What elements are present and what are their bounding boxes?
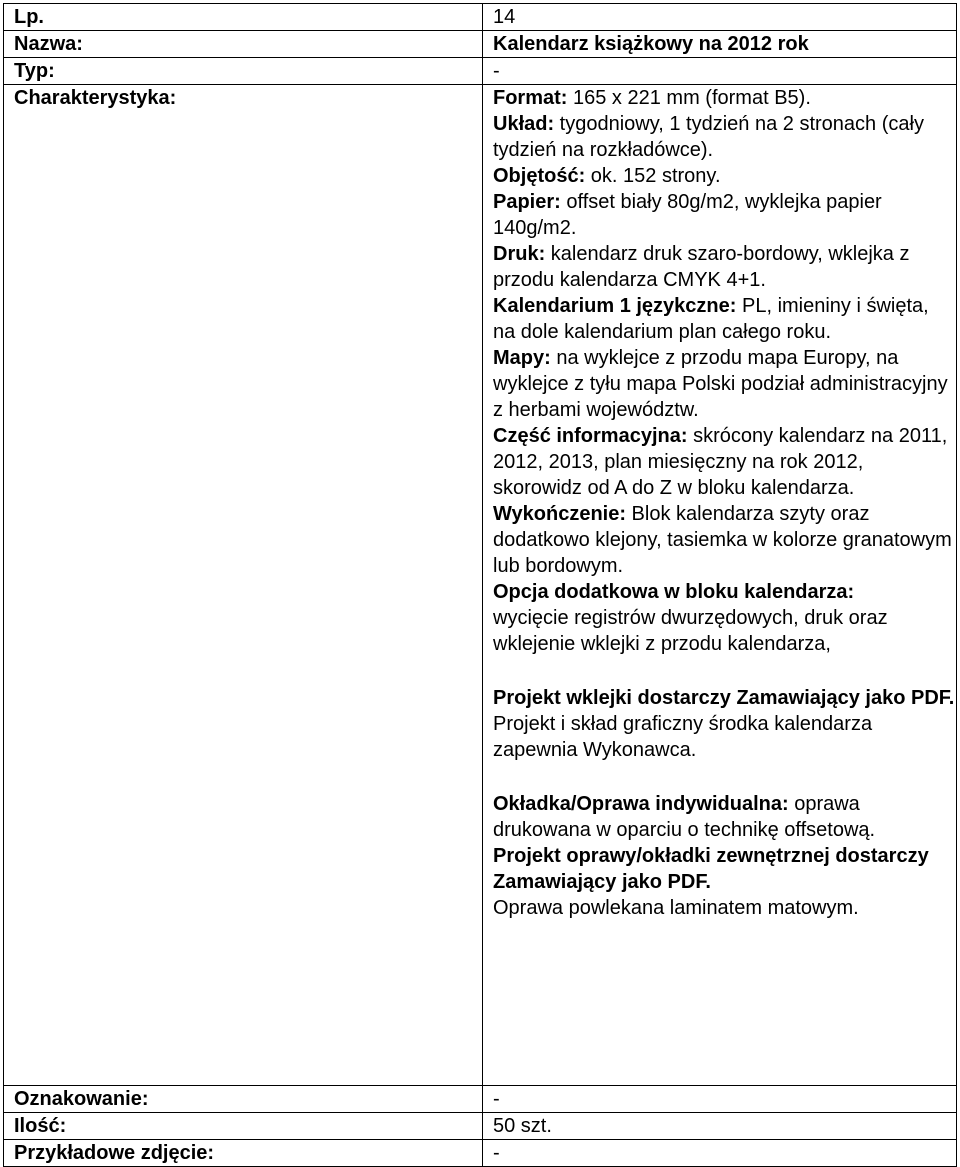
mapy-text: na wyklejce z przodu mapa Europy, na wyklejce z tyłu mapa Polski podział administracyjny z herbami województw. [493, 347, 948, 421]
okladka-text: oprawa drukowana w oparciu o technikę offsetową. [493, 793, 876, 841]
papier-text: offset biały 80g/m2, wyklejka papier 140g/m2. [493, 191, 882, 239]
mapy-label: Mapy: [493, 347, 551, 369]
oznakowanie-value: - [483, 1086, 957, 1113]
nazwa-value: Kalendarz książkowy na 2012 rok [483, 31, 957, 58]
opcja-text: wycięcie registrów dwurzędowych, druk oraz wklejenie wklejki z przodu kalendarza, [493, 607, 888, 655]
objetosc-text: ok. 152 strony. [585, 165, 721, 187]
zdjecie-value: - [483, 1140, 957, 1167]
opcja-label: Opcja dodatkowa w bloku kalendarza: [493, 581, 855, 603]
czesc-paragraph [493, 423, 956, 501]
papier-paragraph [493, 189, 956, 241]
format-paragraph [493, 85, 956, 111]
row-lp [4, 4, 957, 31]
row-oznakowanie [4, 1086, 957, 1113]
charakterystyka-label: Charakterystyka: [4, 85, 483, 1086]
kalendarium-paragraph [493, 293, 956, 345]
druk-text: kalendarz druk szaro-bordowy, wklejka z przodu kalendarza CMYK 4+1. [493, 243, 910, 291]
kalendarium-label: Kalendarium 1 językczne: [493, 295, 737, 317]
kalendarium-text: PL, imieniny i święta, na dole kalendarium plan całego roku. [493, 295, 929, 343]
typ-label: Typ: [4, 58, 483, 85]
uklad-paragraph [493, 111, 956, 163]
projekt-paragraph [493, 685, 956, 763]
spacer [493, 763, 956, 791]
oznakowanie-label: Oznakowanie: [4, 1086, 483, 1113]
czesc-text: skrócony kalendarz na 2011, 2012, 2013, plan miesięczny na rok 2012, skorowidz od A do Z w bloku kalendarza. [493, 425, 948, 499]
typ-value: - [483, 58, 957, 85]
okladka-paragraph [493, 791, 956, 843]
format-label: Format: [493, 87, 568, 109]
row-charakterystyka [4, 85, 957, 1086]
druk-paragraph [493, 241, 956, 293]
czesc-label: Część informacyjna: [493, 425, 688, 447]
nazwa-label: Nazwa: [4, 31, 483, 58]
papier-label: Papier: [493, 191, 561, 213]
wykonczenie-label: Wykończenie: [493, 503, 626, 525]
projekt-bold: Projekt wklejki dostarczy Zamawiający jako PDF. [493, 687, 955, 709]
row-nazwa [4, 31, 957, 58]
specification-table [3, 3, 957, 1167]
lp-value: 14 [483, 4, 957, 31]
ilosc-value: 50 szt. [483, 1113, 957, 1140]
projekt-text: Projekt i skład graficzny środka kalendarza zapewnia Wykonawca. [493, 713, 873, 761]
oprawa-text: Oprawa powlekana laminatem matowym. [493, 897, 859, 919]
charakterystyka-value [483, 85, 957, 1086]
row-zdjecie [4, 1140, 957, 1167]
row-typ [4, 58, 957, 85]
format-text: 165 x 221 mm (format B5). [567, 87, 811, 109]
spacer [493, 657, 956, 685]
wykonczenie-paragraph [493, 501, 956, 579]
objetosc-label: Objętość: [493, 165, 586, 187]
uklad-text: tygodniowy, 1 tydzień na 2 stronach (cały tydzień na rozkładówce). [493, 113, 924, 161]
uklad-label: Układ: [493, 113, 555, 135]
ilosc-label: Ilość: [4, 1113, 483, 1140]
druk-label: Druk: [493, 243, 546, 265]
lp-label: Lp. [4, 4, 483, 31]
zdjecie-label: Przykładowe zdjęcie: [4, 1140, 483, 1167]
projekt-oprawy: Projekt oprawy/okładki zewnętrznej dostarczy Zamawiający jako PDF. [493, 845, 929, 893]
objetosc-paragraph [493, 163, 956, 189]
okladka-bold: Okładka/Oprawa indywidualna: [493, 793, 789, 815]
wykonczenie-text: Blok kalendarza szyty oraz dodatkowo klejony, tasiemka w kolorze granatowym lub bordowym. [493, 503, 952, 577]
mapy-paragraph [493, 345, 956, 423]
row-ilosc [4, 1113, 957, 1140]
